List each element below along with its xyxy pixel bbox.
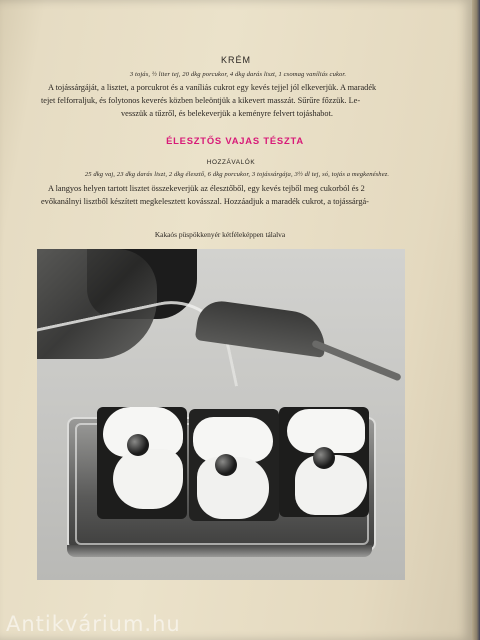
cream-body-line-2: tejet felforraljuk, és folytonos keverés közben beleöntjük a kikevert masszát. Sűrűre főzzük. Le- bbox=[41, 96, 361, 105]
dough-section-title: ÉLESZTŐS VAJAS TÉSZTA bbox=[166, 135, 304, 146]
cream-body-line-3: vesszük a tűzről, és belekeverjük a keményre felvert tojáshabot. bbox=[121, 109, 333, 118]
cream-body-line-1: A tojássárgáját, a lisztet, a porcukrot és a vaníliás cukrot egy kevés tejjel jól elkeverjük. A maradék bbox=[48, 83, 377, 92]
dough-body-line-1: A langyos helyen tartott lisztet összekeverjük az élesztőből, egy kevés tejből meg cukorból és 2 bbox=[48, 184, 365, 193]
cream-ingredients: 3 tojás, ½ liter tej, 20 dkg porcukor, 4 dkg darás liszt, 1 csomag vaníliás cukor. bbox=[129, 71, 347, 78]
page-edge bbox=[472, 0, 480, 640]
dough-ingredients: 25 dkg vaj, 23 dkg darás liszt, 2 dkg élesztő, 6 dkg porcukor, 3 tojássárgája, 3½ dl tej, só, tojás a megkenéshez. bbox=[84, 171, 390, 178]
dough-body-line-2: evőkanálnyi lisztből készített megkelesztett kovásszal. Hozzáadjuk a maradék cukrot, a tojássárgá- bbox=[41, 197, 369, 206]
watermark-text: Antikvárium.hu bbox=[6, 612, 181, 636]
cake-photo bbox=[37, 249, 405, 580]
cream-section-title: KRÉM bbox=[220, 55, 251, 65]
dough-ingredients-heading: HOZZÁVALÓK bbox=[206, 159, 256, 166]
photo-caption: Kakaós püspökkenyér kétféleképpen tálalva bbox=[154, 230, 286, 239]
